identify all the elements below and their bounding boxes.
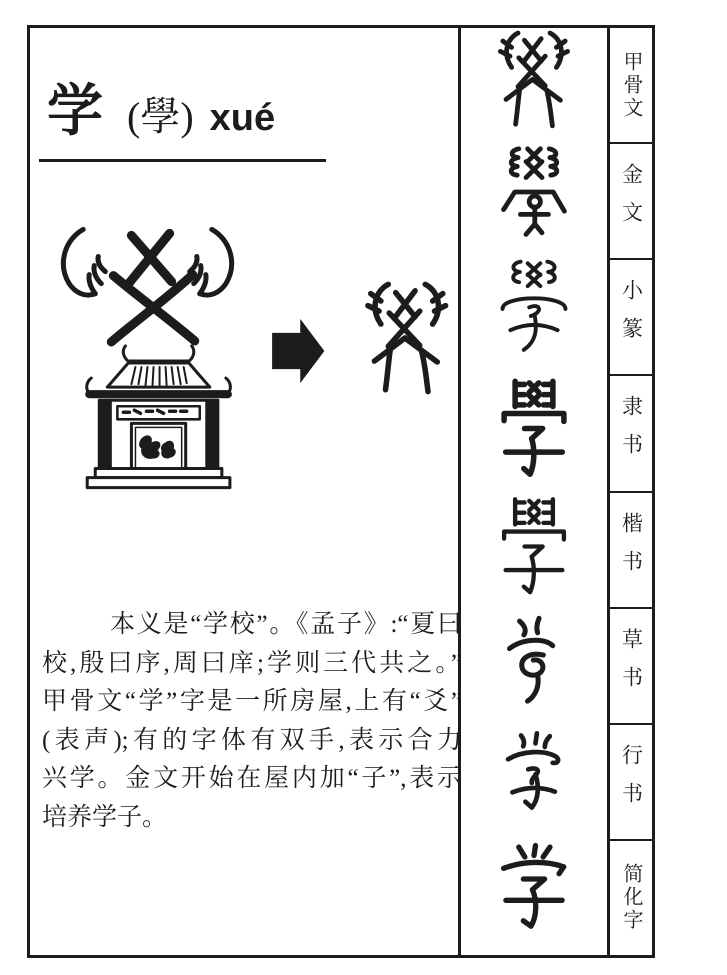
xue-small-seal-glyph [492, 257, 576, 375]
script-form-simplified [461, 840, 607, 955]
label-cell-bronze [610, 144, 652, 260]
xue-cursive-glyph [494, 614, 574, 722]
headword-pinyin: xué [209, 97, 276, 139]
script-form-regular [461, 493, 607, 611]
title-underline [39, 159, 326, 162]
label-cell-running [610, 725, 652, 841]
explanation-line: 兴学。金文开始在屋内加“子”,表示 [42, 765, 462, 792]
label-cell-cursive [610, 609, 652, 725]
explanation-line: 甲骨文“学”字是一所房屋,上有“爻” [42, 688, 462, 715]
script-label: 甲骨文 [620, 50, 642, 120]
page-frame [27, 25, 655, 958]
explanation-line: (表声);有的字体有双手,表示合力 [42, 726, 462, 754]
explanation-line: 本义是“学校”。《孟子》:“夏曰 [110, 611, 462, 638]
main-panel [30, 28, 462, 955]
left-hand-icon [63, 229, 105, 295]
script-label: 隶书 [619, 395, 644, 472]
etymology-illustration [43, 218, 455, 492]
headword-simplified: 学 [47, 81, 103, 143]
script-form-small-seal [461, 257, 607, 375]
right-hand-icon [190, 229, 232, 295]
label-cell-regular [610, 493, 652, 609]
label-cell-simplified [610, 841, 652, 955]
entry-title [47, 81, 276, 143]
script-form-cursive [461, 611, 607, 726]
yao-symbol [111, 233, 194, 342]
explanation-line: 培养学子。 [42, 803, 168, 831]
script-form-clerical [461, 375, 607, 493]
label-cell-oracle-bone [610, 28, 652, 144]
xue-regular-glyph [488, 493, 580, 611]
script-label: 草书 [619, 627, 644, 704]
xue-bronze-glyph [490, 144, 578, 256]
label-cell-small-seal [610, 260, 652, 376]
script-form-running [461, 726, 607, 841]
school-house-icon [87, 346, 231, 488]
script-label: 小篆 [619, 279, 644, 356]
script-form-bronze [461, 143, 607, 258]
xue-running-glyph [492, 729, 576, 837]
script-forms-column [458, 28, 607, 955]
oracle-bone-xue-glyph [368, 284, 446, 391]
xue-clerical-glyph [488, 375, 580, 493]
headword-traditional: (學) [127, 94, 194, 139]
explanation-line: 校,殷曰序,周曰庠;学则三代共之。” [42, 649, 462, 677]
script-label: 行书 [619, 743, 644, 820]
script-labels-column [607, 28, 652, 955]
script-label: 简化字 [620, 863, 642, 933]
label-cell-clerical [610, 376, 652, 492]
script-form-oracle-bone [461, 28, 607, 143]
explanation-paragraph [42, 606, 462, 837]
script-label: 楷书 [619, 511, 644, 588]
xue-simplified-glyph [488, 841, 580, 955]
xue-oracle-bone-glyph [491, 29, 577, 141]
script-label: 金文 [619, 163, 644, 240]
arrow-right-icon [272, 319, 324, 383]
